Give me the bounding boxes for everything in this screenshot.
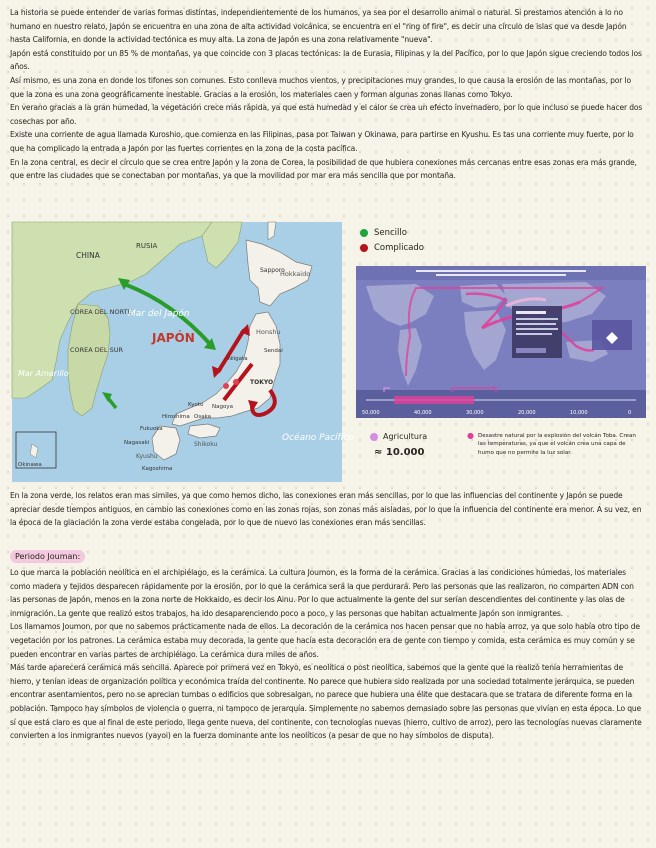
map-label-nagoya: Nagoya [212, 404, 233, 410]
bullet-icon: ● [467, 431, 474, 440]
map-label-tokyo: TOKYO [250, 379, 274, 386]
paragraph: Así mismo, es una zona en donde los tifones son comunes. Esto conlleva muchos vientos, y precipitaciones muy grandes, lo que causa la erosión de las montañas, por lo que la zona es una zona geográficamente inestable. Gracias a la erosión, los materiales caen y forman algunas zonas llanas como Tokyo. [10, 75, 631, 99]
map-label-niigata: Niigata [228, 356, 248, 362]
volcano-note [467, 432, 642, 457]
world-migration-map [356, 266, 646, 418]
map-label-kyushu: Kyushu [136, 453, 158, 460]
map-label-sapporo: Sapporo [260, 267, 285, 274]
map-label-corea-sur: COREA DEL SUR [70, 346, 123, 354]
map-label-rusia: RUSIA [136, 242, 158, 250]
volcano-note-text: Desastre natural por la explosión del volcán Toba. Crean las temperaturas, ya que el volcán crea una capa de humo que no permite la luz solar. [477, 433, 636, 456]
timeline-label: 30,000 [466, 410, 484, 416]
map-label-china: CHINA [76, 251, 100, 260]
green-dot-icon [360, 229, 368, 237]
map-label-japon: JAPÓN [152, 331, 195, 345]
legend-easy [360, 228, 407, 238]
paragraph: En la zona verde, los relatos eran mas similes, ya que como hemos dicho, las conexiones eran más sencillas, por lo que las influencias del continente y Japón se puede apreciar desde tiempos antiguos, en cambio las conexiones como en las zonas rojas, son zonas más aisladas, por lo que la influencia del continente era menor. A su vez, en la época de la glaciación la zona verde estaba congelada, por lo que de nuevo las conexiones eran más sencillas. [10, 491, 642, 528]
purple-dot-icon [370, 433, 378, 441]
legend-easy-label: Sencillo [374, 228, 407, 238]
section-heading: Periodo Jouman: [10, 550, 85, 563]
map-label-nagasaki: Nagasaki [124, 440, 150, 446]
paragraph: Más tarde aparecerá cerámica más sencilla. Aparece por primera vez en Tokyo, es neolítica o post neolítica, sabemos que la gente que la realizó tenía herramientas de hierro, y tenían ideas de organización política y económica traída del continente. No parece que hubiera sido realizada por una sociedad totalmente jerárquica, se pueden encontrar asentamientos, pero no se aprecian tumbas o edificios que sobresalgan, no parece que hubiera una élite que destacara que se tratara de diferente forma en la población. Tampoco hay símbolos de violencia o guerra, ni tampoco de jerarquía. Simplemente no sabemos demasiado sobre las personas que vivían en esta época. Lo que sí que está claro es que al final de este periodo, llega gente nueva, del continente, con tecnologías nuevas (hierro, cultivo de arroz), pero las tecnologías nuevas claramente convierten a los inmigrantes nuevos (yayoi) en la fuerza dominante ante los neolíticos (a pesar de que no hay símbolos de disputa). [10, 663, 642, 741]
timeline-label: 20,000 [518, 410, 536, 416]
map-label-kagoshima: Kagoshima [142, 466, 173, 472]
japan-region-map [12, 222, 354, 482]
map-label-fukuoka: Fukuoka [140, 426, 163, 432]
paragraph: Los llamamos Joumon, por que no sabemos prácticamente nada de ellos. La decoración de la cerámica nos hacen pensar que no había arroz, ya que solo había otro tipo de vegetación por los patrones. La cerámica estaba muy decorada, la gente que hacía esta decoración era de gente con tiempo y comida, esta cerámica es muy común y se pueden encontrar en varias partes de archipiélago. La cerámica dura miles de años. [10, 622, 640, 659]
map-label-mar-amarillo: Mar Amarillo [18, 369, 69, 378]
map-label-hiroshima: Hiroshima [162, 414, 190, 420]
timeline-label: 40,000 [414, 410, 432, 416]
timeline-label: 0 [628, 410, 632, 416]
timeline-label: 50,000 [362, 410, 380, 416]
red-dot-icon [360, 244, 368, 252]
joumon-text-block [10, 566, 646, 743]
paragraph: La historia se puede entender de varias formas distintas, independientemente de los humanos, ya sea por el desarrollo animal o natural. Si prestamos atención a lo no humano en nuestro relato, Japón se encuentra en una zona de alta actividad volcánica, se encuentra en el "ring of fire", es decir una círculo de islas que va desde Japón hasta California, en donde la actividad tectónica es muy alta. La zona de Japón es una zona relativamente "nueva". [10, 8, 627, 45]
intro-text-block [10, 6, 646, 183]
map-label-shikoku: Shikoku [194, 441, 218, 448]
map-label-mar-japon: Mar del Japón [128, 309, 190, 319]
map-label-oceano: Océano Pacífico [282, 433, 354, 443]
legend-hard-label: Complicado [374, 243, 425, 253]
map-label-osaka: Osaka [194, 414, 212, 420]
map-label-sendai: Sendai [264, 348, 283, 354]
legend-hard [360, 243, 424, 253]
agriculture-years: ≈ 10.000 [374, 447, 425, 458]
map-label-honshu: Honshu [256, 328, 281, 336]
map-label-kyoto: Kyoto [188, 402, 204, 408]
paragraph: En la zona central, es decir el círculo que se crea entre Japón y la zona de Corea, la posibilidad de que hubiera conexiones más cercanas entre esas zonas era más grande, que entre las ciudades que se conectaban por montañas, ya que la movilidad por mar era más sencilla que por montaña. [10, 157, 637, 181]
paragraph: Japón está constituido por un 85 % de montañas, ya que coincide con 3 placas tectónicas: la de Eurasia, Filipinas y la del Pacífico, por lo que Japón sigue creciendo todos los años. [10, 48, 642, 72]
map-label-hokkaido: Hokkaido [280, 270, 311, 278]
paragraph: Existe una corriente de agua llamada Kuroshio, que comienza en las Filipinas, pasa por Taiwan y Okinawa, para partirse en Kyushu. Es tas una corriente muy fuerte, por lo que ha complicado la entrada a Japón por las fuertes corrientes en la zona de la costa pacífica. [10, 130, 634, 153]
green-zone-text [10, 489, 646, 530]
paragraph: Lo que marca la población neolítica en el archipiélago, es la cerámica. La cultura Joumon, es la forma de la cerámica. Gracias a las condiciones húmedas, los materiales como madera y tejidos desparecen rápidamente por la erosión, por lo que la cerámica será la que perdurará. Pero las personas que las realizaron, no comparten ADN con las personas de Japón, menos en la zona norte de Hokkaido, es decir los Ainu. Por lo que actualmente la gente del sur serían descendientes del continente y las olas de inmigración. La gente que realizó estos trabajos, ha ido desaparenciendo poco a poco, y las personas que habitan actualmente Japón son inmigrantes. [10, 568, 634, 618]
map-label-corea-norte: COREA DEL NORTE [70, 308, 132, 316]
map-label-okinawa: Okinawa [18, 462, 42, 468]
timeline-label: 10,000 [570, 410, 588, 416]
paragraph: En verano gracias a la gran humedad, la vegetación crece más rápida, ya que esta humedad y el calor se crea un efecto invernadero, por lo que incluso se puede hacer dos cosechas por año. [10, 103, 643, 126]
agriculture-legend [370, 432, 427, 458]
agriculture-label: Agricultura [383, 432, 428, 441]
